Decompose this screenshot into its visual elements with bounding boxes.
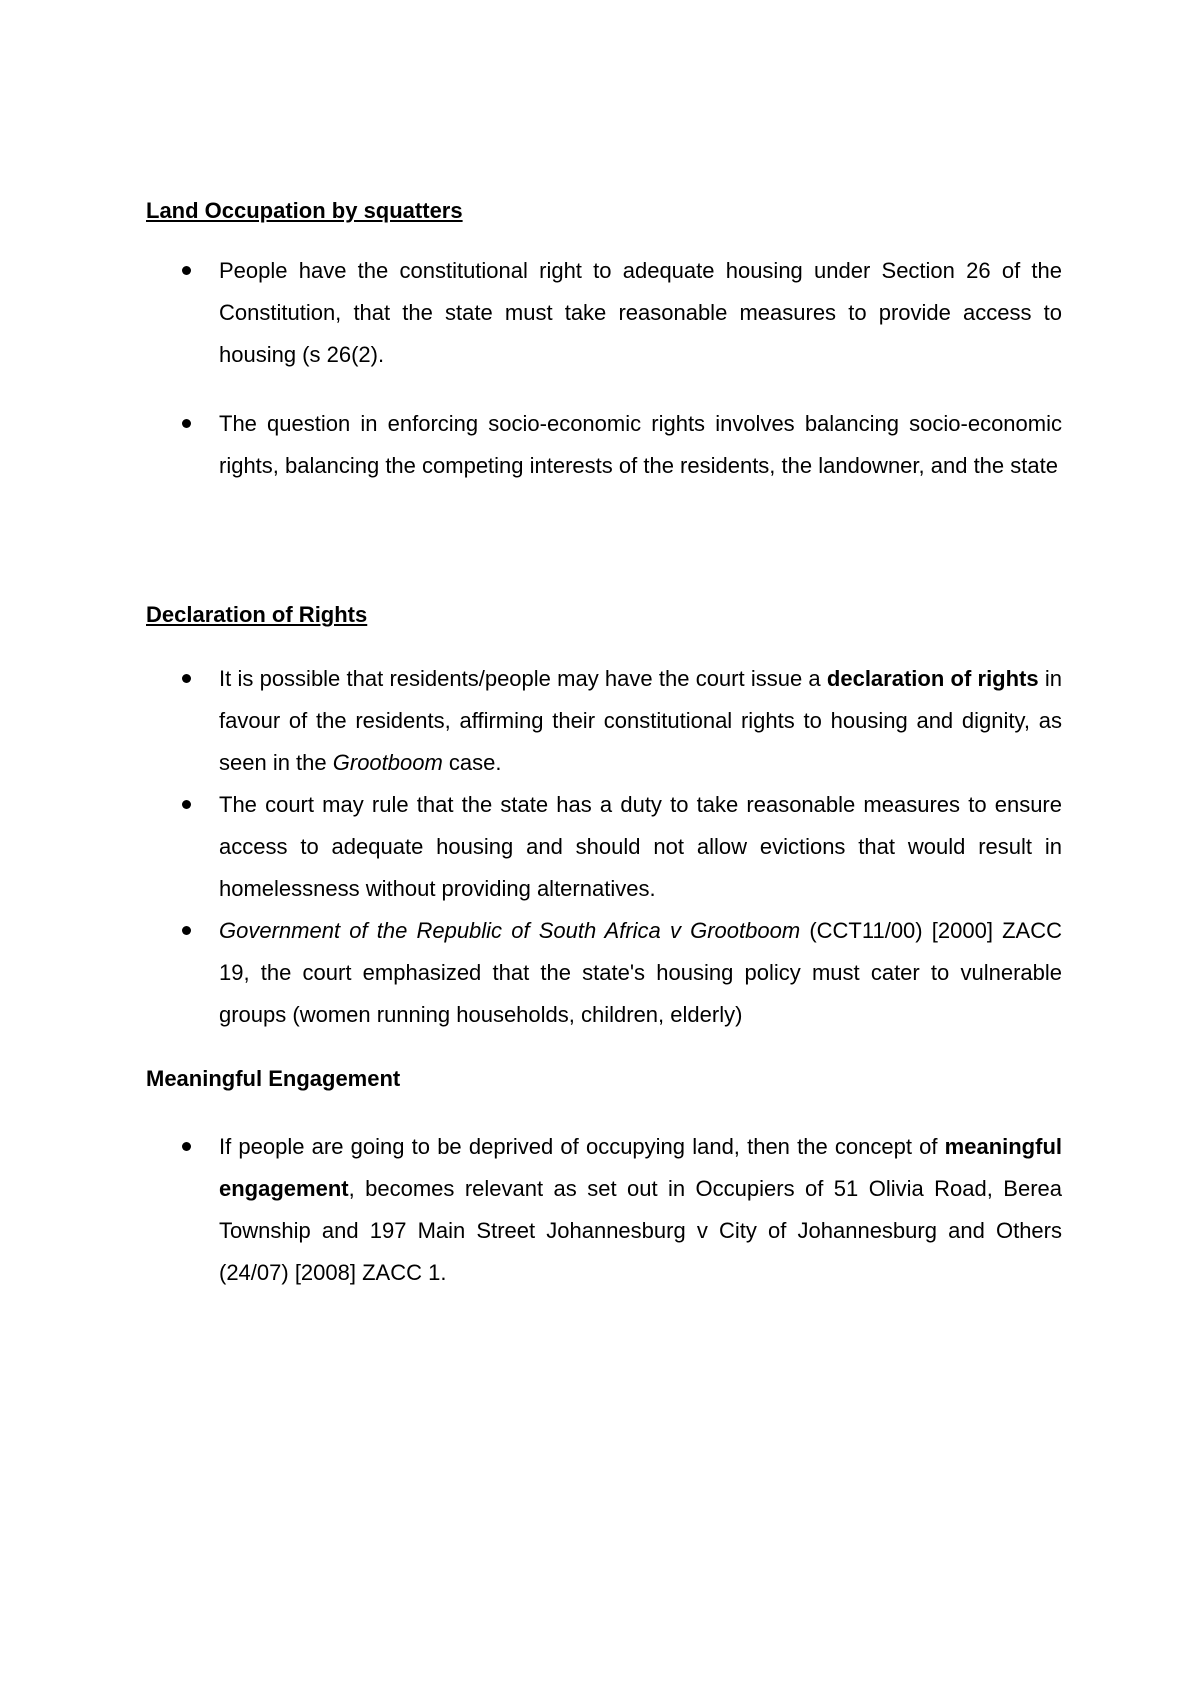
bullet-list-land-occupation: [146, 250, 1062, 487]
bullet-icon: [182, 674, 191, 683]
section-heading-declaration-of-rights: [146, 600, 1062, 630]
section-heading-land-occupation: [146, 196, 1062, 226]
section-heading-text: Meaningful Engagement: [146, 1066, 401, 1091]
list-item: [146, 910, 1062, 1036]
list-item: [146, 658, 1062, 784]
list-item-text: in favour of the residents, affirming their constitutional rights to housing and dignity, as seen in the: [219, 666, 1062, 775]
bullet-icon: [182, 266, 191, 275]
bullet-list-declaration-of-rights: [146, 658, 1062, 1036]
list-item-text: , becomes relevant as set out in Occupiers of 51 Olivia Road, Berea Township and 197 Main Street Johannesburg v City of Johannesburg and Others (24/07) [2008] ZACC 1.: [219, 1176, 1062, 1285]
list-item-text: It is possible that residents/people may have the court issue a: [219, 666, 827, 691]
bold-term-meaningful-engagement: meaningful engagement: [219, 1134, 1062, 1201]
bullet-icon: [182, 1142, 191, 1151]
section-heading-text: Land Occupation by squatters: [146, 198, 463, 223]
section-heading-meaningful-engagement: [146, 1064, 1062, 1094]
bullet-icon: [182, 926, 191, 935]
list-item-text: People have the constitutional right to adequate housing under Section 26 of the Constitution, that the state must take reasonable measures to provide access to housing (s 26(2).: [219, 258, 1062, 367]
bullet-icon: [182, 419, 191, 428]
list-item: [146, 250, 1062, 376]
list-item: [146, 784, 1062, 910]
list-item-text: (CCT11/00) [2000] ZACC 19, the court emphasized that the state's housing policy must cater to vulnerable groups (women running households, children, elderly): [219, 918, 1062, 1027]
italic-case-name: Government of the Republic of South Africa v Grootboom: [219, 918, 801, 943]
list-item-text: If people are going to be deprived of occupying land, then the concept of: [219, 1134, 945, 1159]
list-item-text: case.: [442, 750, 502, 775]
italic-case-name: Grootboom: [332, 750, 443, 775]
bullet-icon: [182, 800, 191, 809]
bold-term-declaration-of-rights: declaration of rights: [826, 666, 1039, 691]
list-item: [146, 403, 1062, 487]
bullet-list-meaningful-engagement: [146, 1126, 1062, 1294]
list-item-text: The court may rule that the state has a duty to take reasonable measures to ensure access to adequate housing and should not allow evictions that would result in homelessness without providing alternatives.: [219, 792, 1062, 901]
section-heading-text: Declaration of Rights: [146, 602, 368, 627]
list-item: [146, 1126, 1062, 1294]
list-item-text: The question in enforcing socio-economic rights involves balancing socio-economic rights, balancing the competing interests of the residents, the landowner, and the state: [219, 411, 1062, 478]
document-body: [146, 196, 1062, 1294]
